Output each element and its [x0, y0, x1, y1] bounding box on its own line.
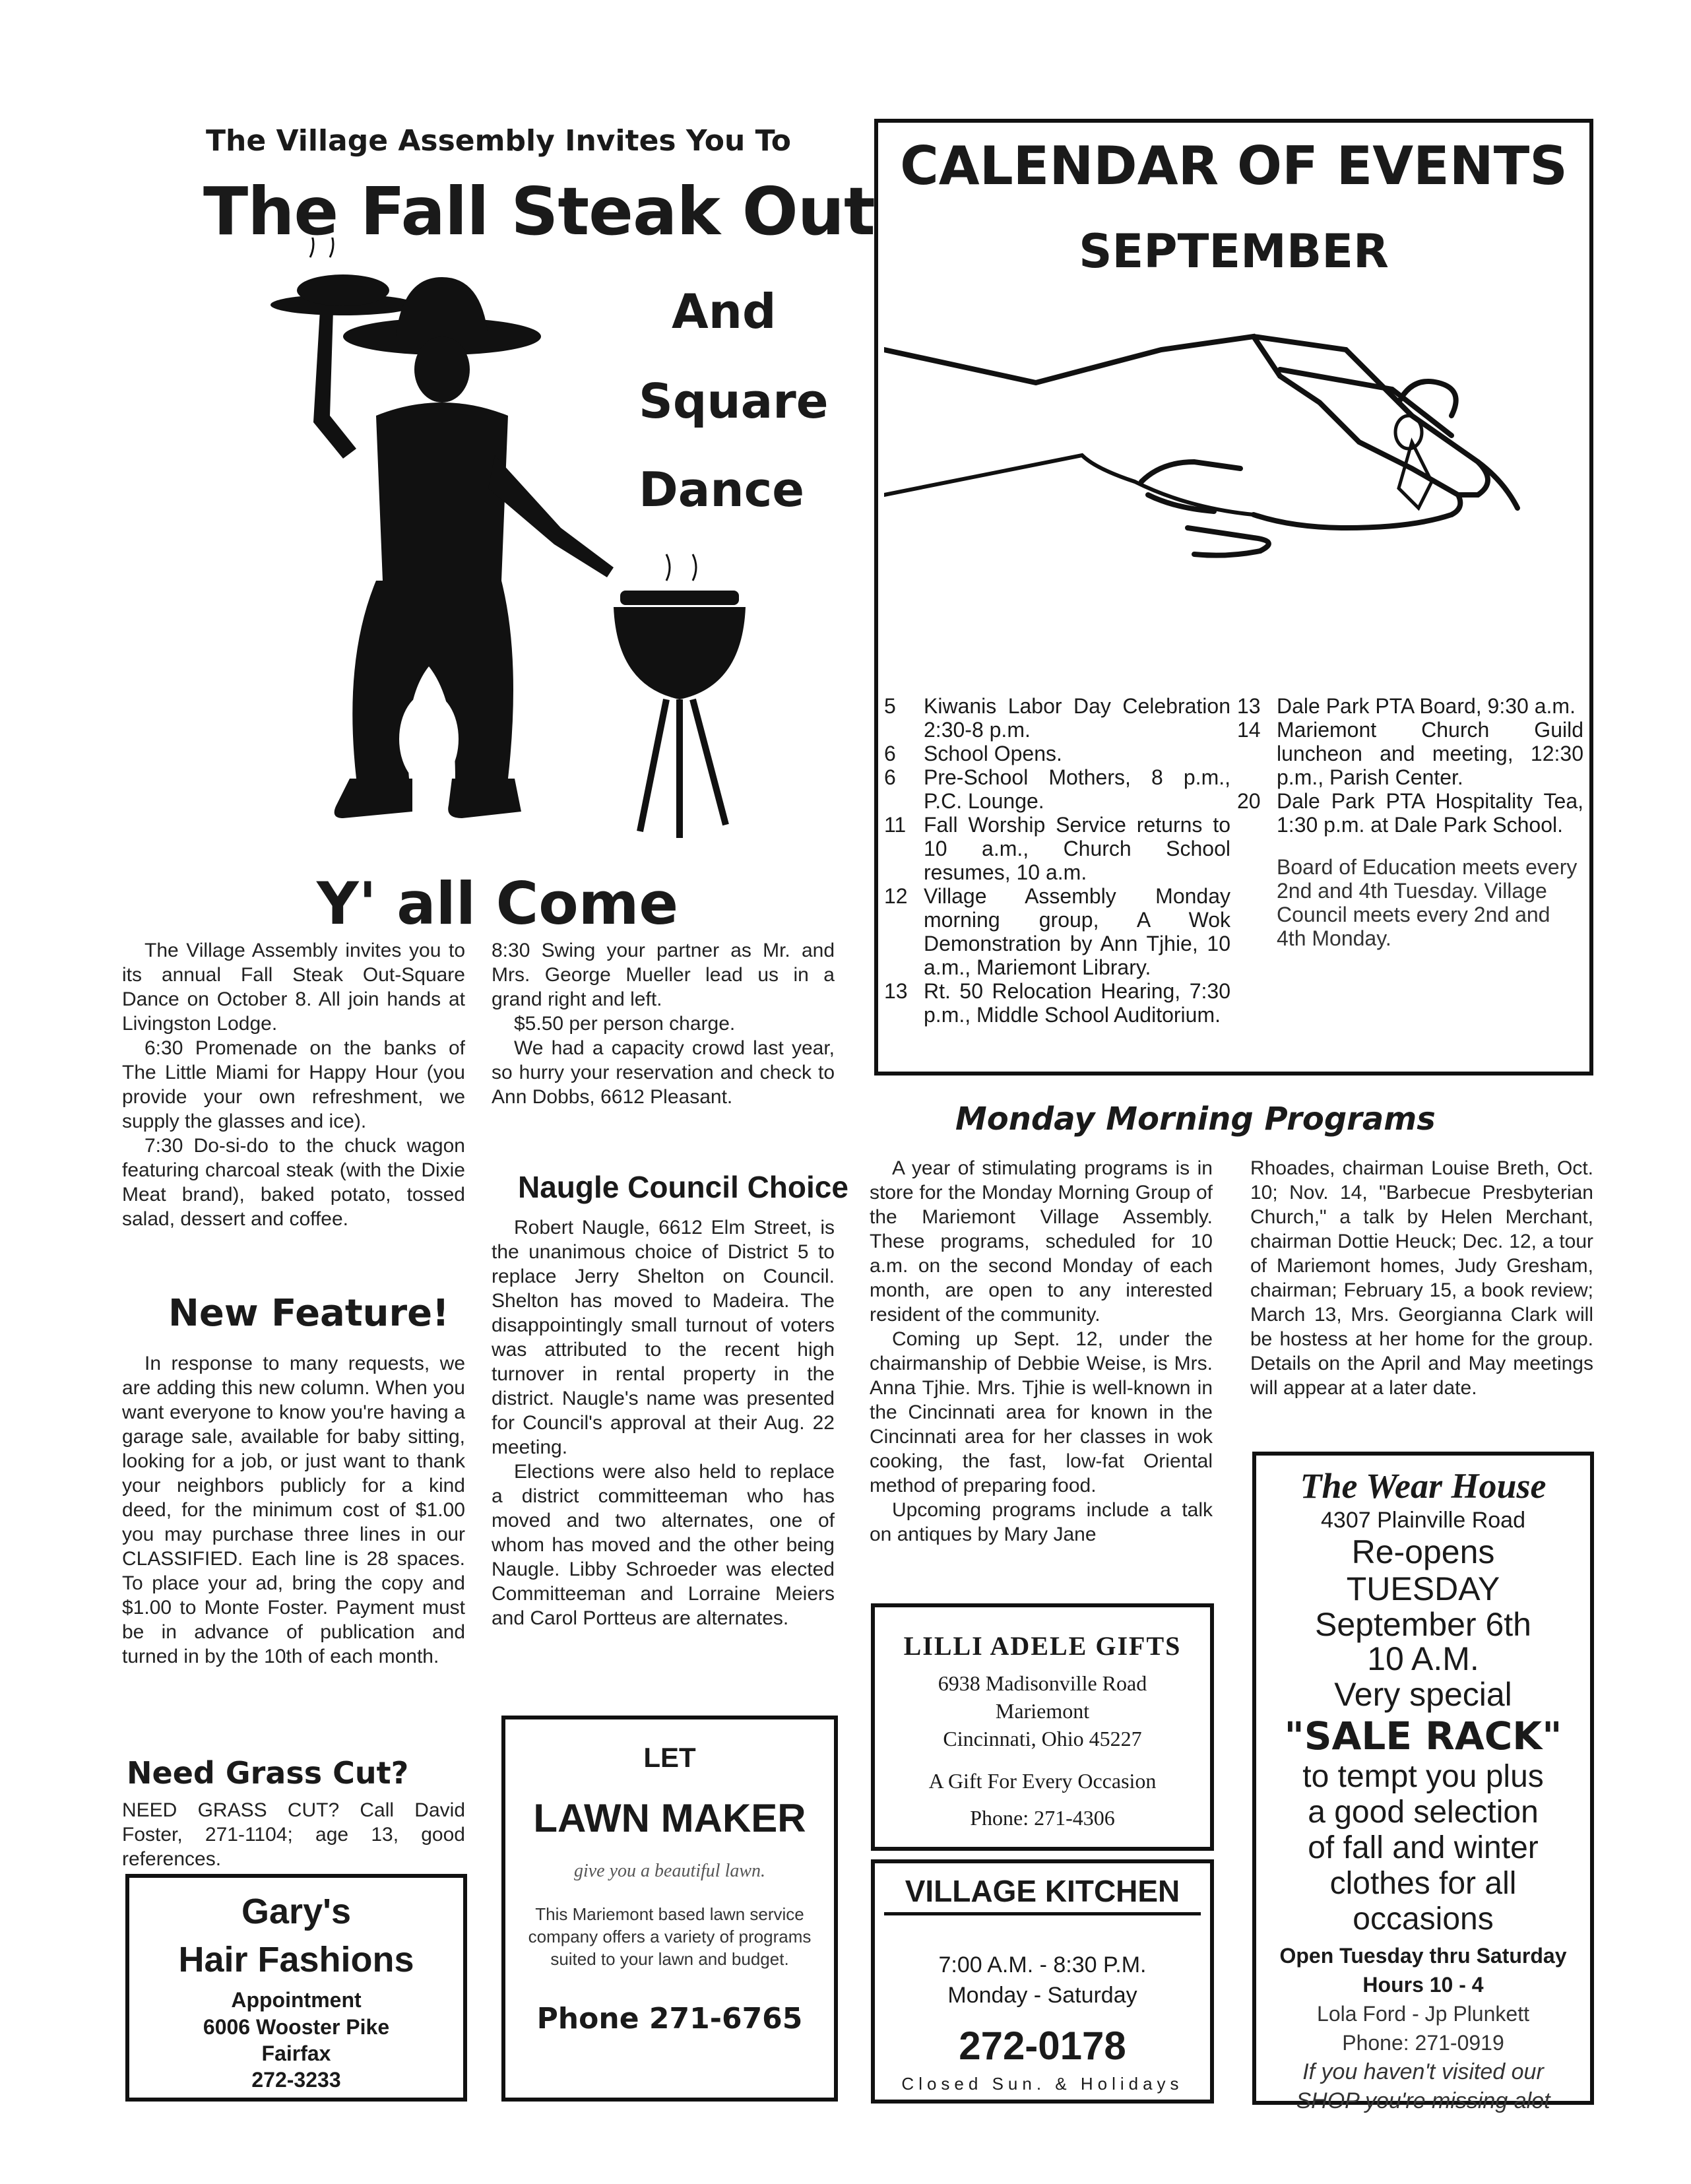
lawn-tagline: give you a beautiful lawn.	[573, 1861, 766, 1881]
event-text: Dale Park PTA Board, 9:30 a.m.	[1277, 694, 1576, 718]
garys-name: Gary's	[241, 1892, 351, 1931]
steakout-para: 8:30 Swing your partner as Mr. and Mrs. George Mueller lead us in a grand right and left.	[492, 940, 835, 1010]
new-feature-text	[122, 1351, 465, 1669]
lilli-adele-ad	[871, 1603, 1214, 1851]
steakout-and: And	[672, 284, 777, 339]
wear-line: TUESDAY	[1346, 1570, 1500, 1607]
wear-address: 4307 Plainville Road	[1321, 1508, 1525, 1533]
wear-line: occasions	[1353, 1902, 1494, 1937]
calendar-event	[1237, 789, 1583, 837]
event-text: Village Assembly Monday morning group, A Wok Demonstration by Ann Tjhie, 10 a.m., Mariemont Library.	[924, 884, 1230, 979]
event-day: 11	[884, 813, 907, 837]
lawn-maker-ad	[501, 1716, 838, 2102]
wear-footer: If you haven't visited our	[1302, 2059, 1544, 2084]
kitchen-hours: 7:00 A.M. - 8:30 P.M.	[938, 1952, 1147, 1977]
wear-open: Open Tuesday thru Saturday	[1279, 1944, 1567, 1968]
kitchen-closed: Closed Sun. & Holidays	[901, 2074, 1184, 2094]
event-text: Kiwanis Labor Day Celebration 2:30-8 p.m.	[924, 694, 1230, 742]
wear-line: Very special	[1334, 1676, 1512, 1713]
monday-text-col2	[1250, 1156, 1593, 1400]
wear-house-ad	[1252, 1452, 1594, 2113]
lawn-desc: This Mariemont based lawn service company offers a variety of programs suited to your lawn and budget.	[528, 1904, 812, 1969]
garys-ad	[125, 1874, 467, 2102]
calendar-left-column	[884, 694, 1230, 1027]
calendar-event	[1237, 718, 1583, 789]
wear-line: of fall and winter	[1308, 1830, 1539, 1865]
calendar-title: CALENDAR OF EVENTS	[900, 135, 1568, 197]
yall-come-heading: Y' all Come	[317, 870, 679, 938]
wear-line: September 6th	[1315, 1606, 1531, 1643]
naugle-para: Robert Naugle, 6612 Elm Street, is the unanimous choice of District 5 to replace Jerry Shelton on Council. Shelton has moved to Madeira. The disappointingly small turnout of voters was attributed to the recent high turnover in rental property in the district. Naugle's name was presented for Council's approval at their Aug. 22 meeting.	[492, 1217, 835, 1458]
garys-phone: 272-3233	[251, 2068, 341, 2092]
calendar-month: SEPTEMBER	[1079, 224, 1389, 278]
monday-para: Coming up Sept. 12, under the chairmanship of Debbie Weise, is Mrs. Anna Tjhie. Mrs. Tjhie is well-known in the Cincinnati area for known in the Cincinnati area for her classes in wok cooking, the fast, low-fat Oriental method of preparing food.	[870, 1328, 1213, 1496]
event-day: 14	[1237, 718, 1261, 742]
monday-text-col1	[870, 1156, 1213, 1547]
wear-footer-2: SHOP you're missing alot	[1296, 2088, 1550, 2113]
garys-city: Fairfax	[261, 2041, 331, 2065]
wear-hours: Hours 10 - 4	[1362, 1973, 1484, 1997]
wear-owners: Lola Ford - Jp Plunkett	[1317, 2002, 1529, 2026]
calendar-right-column	[1237, 694, 1583, 950]
wear-name: The Wear House	[1300, 1466, 1547, 1506]
event-text: Dale Park PTA Hospitality Tea, 1:30 p.m. at Dale Park School.	[1277, 789, 1583, 837]
calendar-event	[884, 742, 1230, 765]
event-text: Fall Worship Service returns to 10 a.m., Church School resumes, 10 a.m.	[924, 813, 1230, 884]
wear-line: to tempt you plus	[1302, 1759, 1544, 1794]
event-day: 5	[884, 694, 896, 718]
naugle-para: Elections were also held to replace a district committeeman who has moved and two alternates, one of whom has moved and the other being Naugle. Libby Schroeder was elected Committeeman and Lorraine Meiers and Carol Portteus are alternates.	[492, 1461, 835, 1629]
village-kitchen-ad	[871, 1859, 1214, 2104]
cowboy-grill-illustration	[244, 238, 746, 871]
wear-sale-rack: "SALE RACK"	[1284, 1714, 1562, 1758]
lilli-address: 6938 Madisonville Road	[938, 1671, 1147, 1695]
monday-para: Upcoming programs include a talk on antiques by Mary Jane	[870, 1499, 1213, 1545]
lilli-name: LILLI ADELE GIFTS	[903, 1631, 1182, 1661]
steakout-invite: The Village Assembly Invites You To	[206, 124, 792, 158]
calendar-event	[884, 884, 1230, 979]
steakout-para: 6:30 Promenade on the banks of The Little Miami for Happy Hour (you provide your own refreshment, we supply the glasses and ice).	[122, 1037, 465, 1132]
steakout-title: The Fall Steak Out	[203, 173, 875, 250]
steakout-para: The Village Assembly invites you to its annual Fall Steak Out-Square Dance on October 8. All join hands at Livingston Lodge.	[122, 940, 465, 1035]
wear-line: a good selection	[1308, 1795, 1539, 1830]
steakout-square: Square	[639, 373, 829, 429]
calendar-event	[884, 765, 1230, 813]
kitchen-phone: 272-0178	[959, 2024, 1126, 2068]
lawn-let: LET	[643, 1742, 696, 1773]
lilli-slogan: A Gift For Every Occasion	[928, 1769, 1157, 1793]
monday-title: Monday Morning Programs	[955, 1101, 1436, 1138]
steakout-para: We had a capacity crowd last year, so hurry your reservation and check to Ann Dobbs, 6612 Pleasant.	[492, 1037, 835, 1108]
event-day: 6	[884, 742, 896, 765]
lilli-city: Cincinnati, Ohio 45227	[943, 1727, 1142, 1750]
calendar-note: Board of Education meets every 2nd and 4th Tuesday. Village Council meets every 2nd and 4th Monday.	[1277, 855, 1578, 950]
kitchen-days: Monday - Saturday	[947, 1983, 1137, 2008]
event-text: Rt. 50 Relocation Hearing, 7:30 p.m., Middle School Auditorium.	[924, 979, 1230, 1027]
monday-para: Rhoades, chairman Louise Breth, Oct. 10; Nov. 14, "Barbecue Presbyterian Church," a talk by Helen Merchant, chairman Dottie Heuck; Dec. 12, a tour of Mariemont homes, Judy Gresham, chairman; February 15, a book review; March 13, Mrs. Georgianna Clark will be hostess at her home for the group. Details on the April and May meetings will appear at a later date.	[1250, 1157, 1593, 1399]
steakout-para: 7:30 Do-si-do to the chuck wagon featuring charcoal steak (with the Dixie Meat brand), baked potato, tossed salad, dessert and coffee.	[122, 1135, 465, 1230]
event-text: Pre-School Mothers, 8 p.m., P.C. Lounge.	[924, 765, 1230, 813]
new-feature-para: In response to many requests, we are adding this new column. When you want everyone to know you're having a garage sale, available for baby sitting, looking for a job, or just want to thank your neighbors publicly for a kind deed, for the minimum cost of $1.00 you may purchase three lines in our CLASSIFIED. Each line is 28 spaces. To place your ad, bring the copy and $1.00 to Monte Foster. Payment must be in advance of publication and turned in by the 10th of each month.	[122, 1353, 465, 1667]
grass-title: Need Grass Cut?	[127, 1755, 409, 1791]
hand-with-ribbon-illustration	[884, 310, 1583, 627]
steakout-text-col2	[492, 938, 835, 1109]
event-day: 12	[884, 884, 908, 908]
garys-address: 6006 Wooster Pike	[203, 2015, 390, 2039]
steakout-text-col1	[122, 938, 465, 1231]
naugle-text	[492, 1215, 835, 1630]
wear-line: clothes for all	[1329, 1866, 1517, 1901]
steakout-para: $5.50 per person charge.	[514, 1013, 736, 1035]
garys-name-2: Hair Fashions	[178, 1940, 414, 1979]
grass-text	[122, 1798, 465, 1871]
grass-para: NEED GRASS CUT? Call David Foster, 271-1104; age 13, good references.	[122, 1799, 465, 1870]
new-feature-title: New Feature!	[168, 1292, 449, 1335]
monday-para: A year of stimulating programs is in store for the Monday Morning Group of the Mariemont Village Assembly. These programs, scheduled for 10 a.m. on the second Monday of each month, are open to any interested resident of the community.	[870, 1157, 1213, 1326]
lawn-phone: Phone 271-6765	[536, 2002, 803, 2036]
event-day: 6	[884, 765, 896, 789]
lawn-name: LAWN MAKER	[533, 1796, 806, 1840]
event-day: 20	[1237, 789, 1261, 813]
event-text: Mariemont Church Guild luncheon and meeting, 12:30 p.m., Parish Center.	[1277, 718, 1583, 789]
lilli-phone: Phone: 271-4306	[970, 1806, 1115, 1830]
calendar-event	[884, 813, 1230, 884]
kitchen-name: VILLAGE KITCHEN	[884, 1870, 1201, 1915]
naugle-title: Naugle Council Choice	[518, 1170, 848, 1204]
calendar-event	[884, 979, 1230, 1027]
steakout-dance: Dance	[639, 462, 805, 517]
wear-line: 10 A.M.	[1367, 1640, 1479, 1677]
garys-line: Appointment	[231, 1988, 362, 2012]
calendar-event	[1237, 694, 1583, 718]
wear-phone: Phone: 271-0919	[1342, 2031, 1504, 2055]
lilli-town: Mariemont	[995, 1699, 1090, 1723]
event-day: 13	[884, 979, 908, 1003]
calendar-event	[884, 694, 1230, 742]
wear-line: Re-opens	[1351, 1533, 1495, 1570]
event-day: 13	[1237, 694, 1261, 718]
event-text: School Opens.	[924, 742, 1062, 765]
